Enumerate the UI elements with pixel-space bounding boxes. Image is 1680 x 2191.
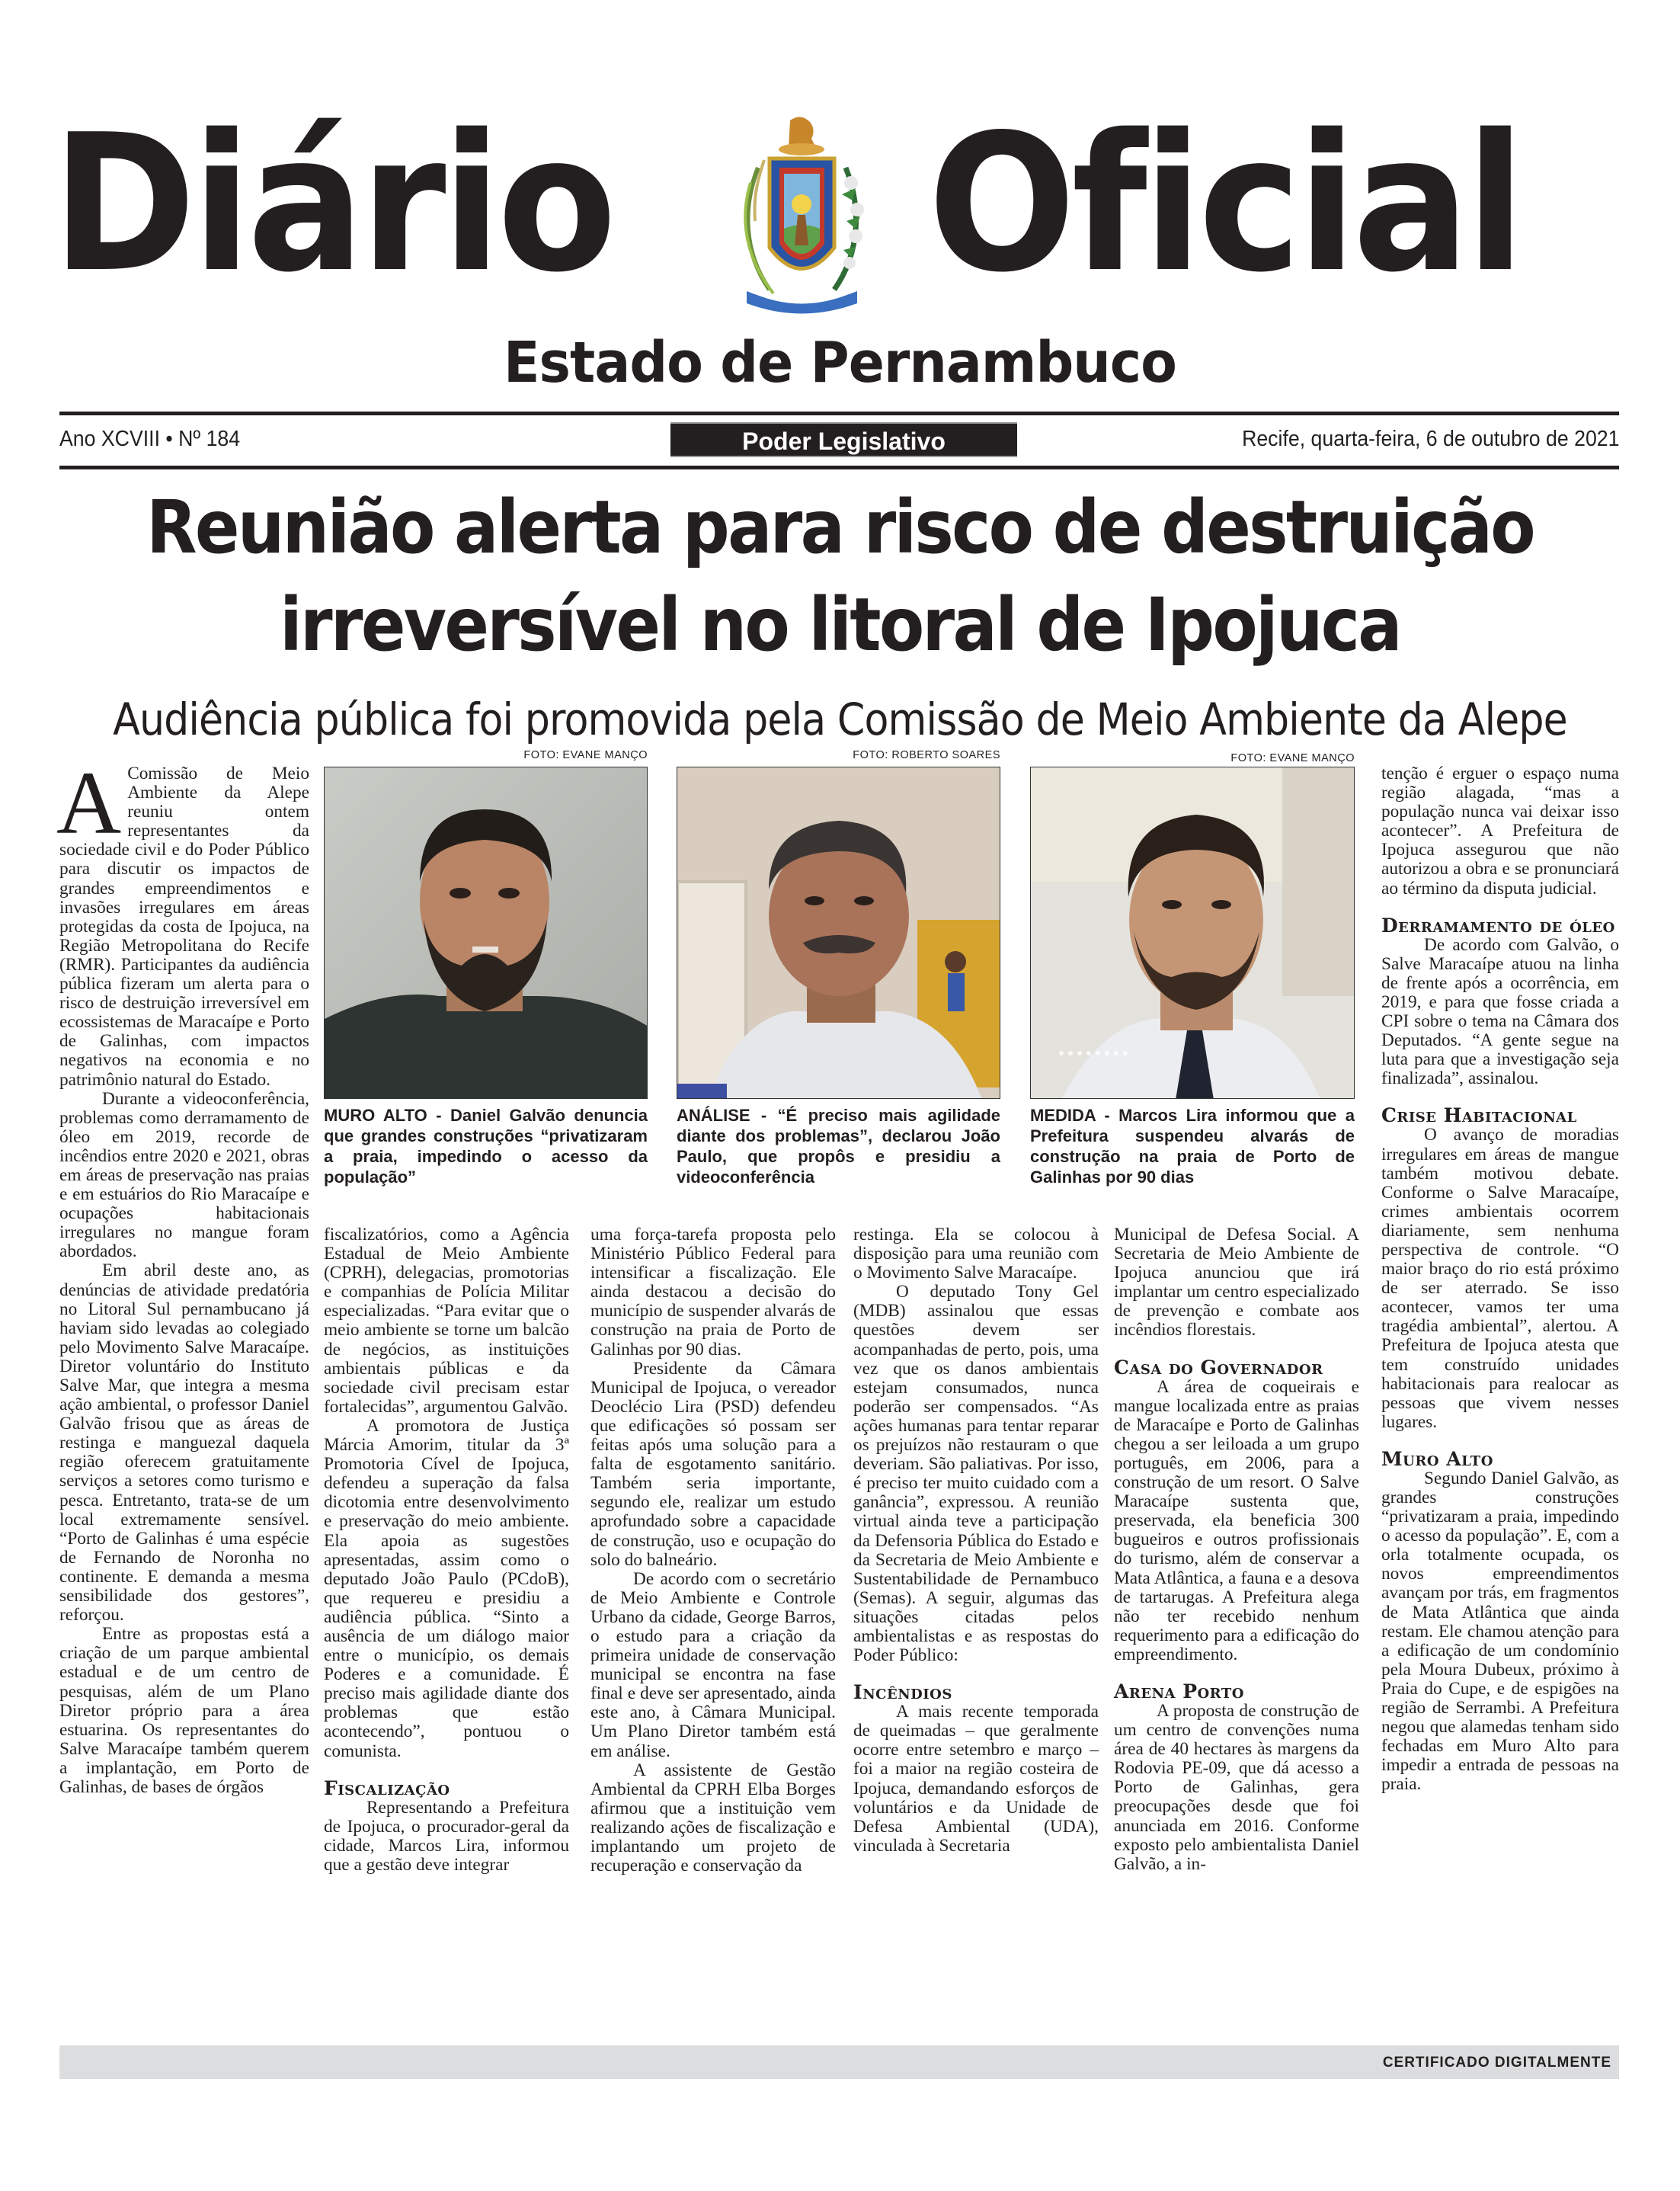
drop-cap: A [56,753,122,853]
masthead-top-rule [59,412,1619,415]
coat-of-arms-graphic [728,114,876,316]
headline-deck: Audiência pública foi promovida pela Comissão de Meio Ambiente da Alepe [113,693,1567,745]
masthead-bottom-rule [59,466,1619,469]
section-badge: Poder Legislativo [670,422,1017,457]
masthead-state-name: Estado de Pernambuco [503,330,1177,396]
article-column-2 [324,1225,569,1875]
article-paragraph: Entre as propostas está a criação de um parque ambiental estadual e de um centro de pesquisas, além de um Plano Diretor próprio para a área estuarina. Os representantes do Salve Maracaípe também querem a implantação, em Porto de Galinhas, de bases de órgãos [59,1624,309,1797]
article-paragraph: tenção é erguer o espaço numa região alagada, “mas a população nunca vai deixar isso acontecer”. A Prefeitura de Ipojuca assegurou que não autorizou a obra e se pronunciará ao término da disputa judicial. [1381,764,1619,899]
portrait-image [677,767,1000,1099]
section-heading-casa-do-governador: Casa do Governador [1114,1356,1323,1379]
article-column-5 [1114,1225,1359,1874]
photo-credit: FOTO: EVANE MANÇO [523,749,648,761]
article-paragraph: De acordo com o secretário de Meio Ambiente e Controle Urbano da cidade, George Barros, o estudo para a criação da primeira unidade de conservação municipal se encontra na fase final e deve ser apresentado, ainda este ano, à Câmara Municipal. Um Plano Diretor também está em análise. [590,1568,836,1761]
photo-marcos-lira [1030,767,1355,1099]
headline-line-1: Reunião alerta para risco de destruição [146,485,1534,570]
article-column-1 [56,753,309,1797]
article-paragraph: De acordo com Galvão, o Salve Maracaípe atuou na linha de frente após a ocorrência, em 2019, e para que fosse criada a CPI sobre o tema na Câmara dos Deputados. “A gente segue na luta para que a investigação seja finalizada”, assinalou. [1381,934,1619,1089]
article-paragraph: Durante a videoconferência, problemas como derramamento de óleo em 2019, recorde de incêndios entre 2020 e 2021, obras em áreas de preservação nas praias e em estuários do Rio Maracaípe e ocupações habitacionais irregulares no mangue foram abordados. [59,1088,309,1262]
photo-caption: ANÁLISE - “É preciso mais agilidade diante dos problemas”, declarou João Paulo, que propôs e presidiu a videoconferência [677,1106,1000,1187]
article-paragraph: Em abril deste ano, as denúncias de atividade predatória no Litoral Sul pernambucano já haviam sido levadas ao colegiado pelo Movimento Salve Maracaípe. Diretor voluntário do Instituto Salve Mar, que integra a mesma ação ambiental, o professor Daniel Galvão frisou que as áreas de restinga e manguezal daquela região oferecem gratuitamente serviços a setores como turismo e pesca. Entretanto, trata-se de um local extremamente sensível. “Porto de Galinhas é uma espécie de Fernando de Noronha no continente. E demanda a mesma sensibilidade dos gestores”, reforçou. [59,1260,309,1626]
article-paragraph [56,753,309,1090]
article-paragraph: Segundo Daniel Galvão, as grandes construções “privatizaram a praia, impedindo o acesso da população”. E, com a orla totalmente ocupada, os novos empreendimentos avançam por trás, em fragmentos de Mata Atlântica que ainda restam. Ele chamou atenção para a edificação de um condomínio pela Moura Dubeux, próximo à Praia do Cupe, e de espigões na região de Serrambi. A Prefeitura negou que alamedas tenham sido fechadas em Muro Alto para impedir a entrada de pessoas na praia. [1381,1468,1619,1795]
edition-number: Ano XCVIII • Nº 184 [59,427,241,451]
photo-caption: MURO ALTO - Daniel Galvão denuncia que grandes construções “privatizaram a praia, impedindo o acesso da população” [324,1106,648,1187]
masthead-title-right: Oficial [928,94,1522,314]
photo-credit: FOTO: ROBERTO SOARES [853,749,1000,761]
article-paragraph: Presidente da Câmara Municipal de Ipojuca, o vereador Deoclécio Lira (PSD) defendeu que edificações só possam ser feitas após uma solução para a falta de esgotamento sanitário. Também seria importante, segundo ele, realizar um estudo aprofundado sobre a capacidade de construção, uso e ocupação do solo do balneário. [590,1358,836,1570]
article-paragraph: A mais recente temporada de queimadas – que geralmente ocorre entre setembro e março – foi a maior na região costeira de Ipojuca, demandando esforços de voluntários e da Unidade de Defesa Ambiental (UDA), vinculada à Secretaria [853,1702,1099,1856]
article-column-3 [590,1225,836,1875]
article-column-4 [853,1225,1099,1856]
article-paragraph: restinga. Ela se colocou à disposição para uma reunião com o Movimento Salve Maracaípe. [853,1225,1099,1283]
section-heading-fiscalizacao: Fiscalização [324,1776,450,1799]
article-paragraph: O avanço de moradias irregulares em áreas de mangue também motivou debate. Conforme o Salve Maracaípe, crimes ambientais ocorrem diariamente, sem nenhuma perspectiva de controle. “O maior braço do rio está próximo de ser aterrado. Se isso acontecer, vamos ter uma tragédia ambiental”, alertou. A Prefeitura de Ipojuca atesta que tem construído unidades habitacionais para realocar as pessoas que vivem nesses lugares. [1381,1125,1619,1432]
article-paragraph: O deputado Tony Gel (MDB) assinalou que essas questões devem ser acompanhadas de perto, pois, uma vez que os danos ambientais estejam consumados, nunca poderão ser compensados. “As ações humanas para tentar reparar os prejuízos não restauram o que deveriam. São paliativas. Por isso, é preciso ter muito cuidado com a ganância”, expressou. A reunião virtual ainda teve a participação da Defensoria Pública do Estado e da Secretaria de Meio Ambiente e Sustentabilidade de Pernambuco (Semas). A seguir, algumas das situações citadas pelos ambientalistas e as respostas do Poder Público: [853,1282,1099,1666]
article-paragraph: Municipal de Defesa Social. A Secretaria de Meio Ambiente de Ipojuca anunciou que irá implantar um centro especializado de prevenção e combate aos incêndios florestais. [1114,1225,1359,1341]
article-paragraph: A proposta de construção de um centro de convenções numa área de 40 hectares às margens da Rodovia PE-09, que dá acesso a Porto de Galinhas, gera preocupações desde que foi anunciada em 2016. Conforme exposto pelo ambientalista Daniel Galvão, a in- [1114,1700,1359,1874]
section-heading-arena-porto: Arena Porto [1114,1680,1244,1703]
section-heading-crise-habitacional: Crise Habitacional [1381,1104,1577,1127]
pernambuco-coat-of-arms-icon [728,114,876,316]
article-paragraph: A assistente de Gestão Ambiental da CPRH Elba Borges afirmou que a instituição vem realizando ações de fiscalização e implantando um projeto de recuperação e conservação da [590,1760,836,1876]
section-heading-incendios: Incêndios [853,1681,952,1704]
section-heading-derramamento-de-oleo: Derramamento de óleo [1381,914,1615,937]
article-paragraph: A área de coqueirais e mangue localizada entre as praias de Maracaípe e Porto de Galinhas chegou a ser leiloada a um grupo português, em 2006, para a construção de um resort. O Salve Maracaípe sustenta que, preservada, ela beneficia 300 bugueiros e outros profissionais do turismo, além de conservar a Mata Atlântica, a fauna e a desova de tartarugas. A Prefeitura alega não ter recebido nenhum requerimento para a edificação do empreendimento. [1114,1376,1359,1664]
photo-joao-paulo [677,767,1000,1099]
photo-caption: MEDIDA - Marcos Lira informou que a Prefeitura suspendeu alvarás de construção na praia de Porto de Galinhas por 90 dias [1030,1106,1355,1187]
photo-daniel-galvao [324,767,648,1099]
portrait-image [1031,767,1355,1099]
paragraph-text: Comissão de Meio Ambiente da Alepe reuniu ontem representantes da sociedade civil e do Poder Público para discutir os impactos de grandes empreendimentos e invasões irregulares em áreas protegidas da costa de Ipojuca, na Região Metropolitana do Recife (RMR). Participantes da audiência pública fizeram um alerta para o risco de destruição irreversível em ecossistemas de Maracaípe e Porto de Galinhas, com impactos negativos na economia e no patrimônio natural do Estado. [59,764,309,1090]
article-paragraph: Representando a Prefeitura de Ipojuca, o procurador-geral da cidade, Marcos Lira, informou que a gestão deve integrar [324,1797,569,1875]
headline-line-2: irreversível no litoral de Ipojuca [280,582,1400,668]
article-paragraph: A promotora de Justiça Márcia Amorim, titular da 3ª Promotoria Cível de Ipojuca, defendeu a superação da falsa dicotomia entre desenvolvimento e preservação do meio ambiente. Ela apoia as sugestões apresentadas, assim como o deputado João Paulo (PCdoB), que requereu e presidiu a audiência pública. “Sinto a ausência de um diálogo maior entre o município, os demais Poderes e a comunidade. É preciso mais agilidade diante dos problemas que estão acontecendo”, pontuou o comunista. [324,1415,569,1761]
article-paragraph: uma força-tarefa proposta pelo Ministério Público Federal para intensificar a fiscalização. Ele ainda destacou a decisão do município de suspender alvarás de construção na praia de Porto de Galinhas por 90 dias. [590,1225,836,1360]
article-column-6 [1381,764,1619,1795]
article-paragraph: fiscalizatórios, como a Agência Estadual de Meio Ambiente (CPRH), delegacias, promotorias e companhias de Polícia Militar especializadas. “Para evitar que o meio ambiente se torne um balcão de negócios, as instituições ambientais públicas e da sociedade civil precisam estar fortalecidas”, argumentou Galvão. [324,1225,569,1417]
photo-credit: FOTO: EVANE MANÇO [1230,752,1355,764]
masthead-title-left: Diário [52,94,613,314]
issue-date: Recife, quarta-feira, 6 de outubro de 2021 [1241,427,1619,451]
section-heading-muro-alto: Muro Alto [1381,1447,1493,1470]
digital-certification-label: CERTIFICADO DIGITALMENTE [1382,2055,1611,2071]
portrait-image [325,767,648,1099]
